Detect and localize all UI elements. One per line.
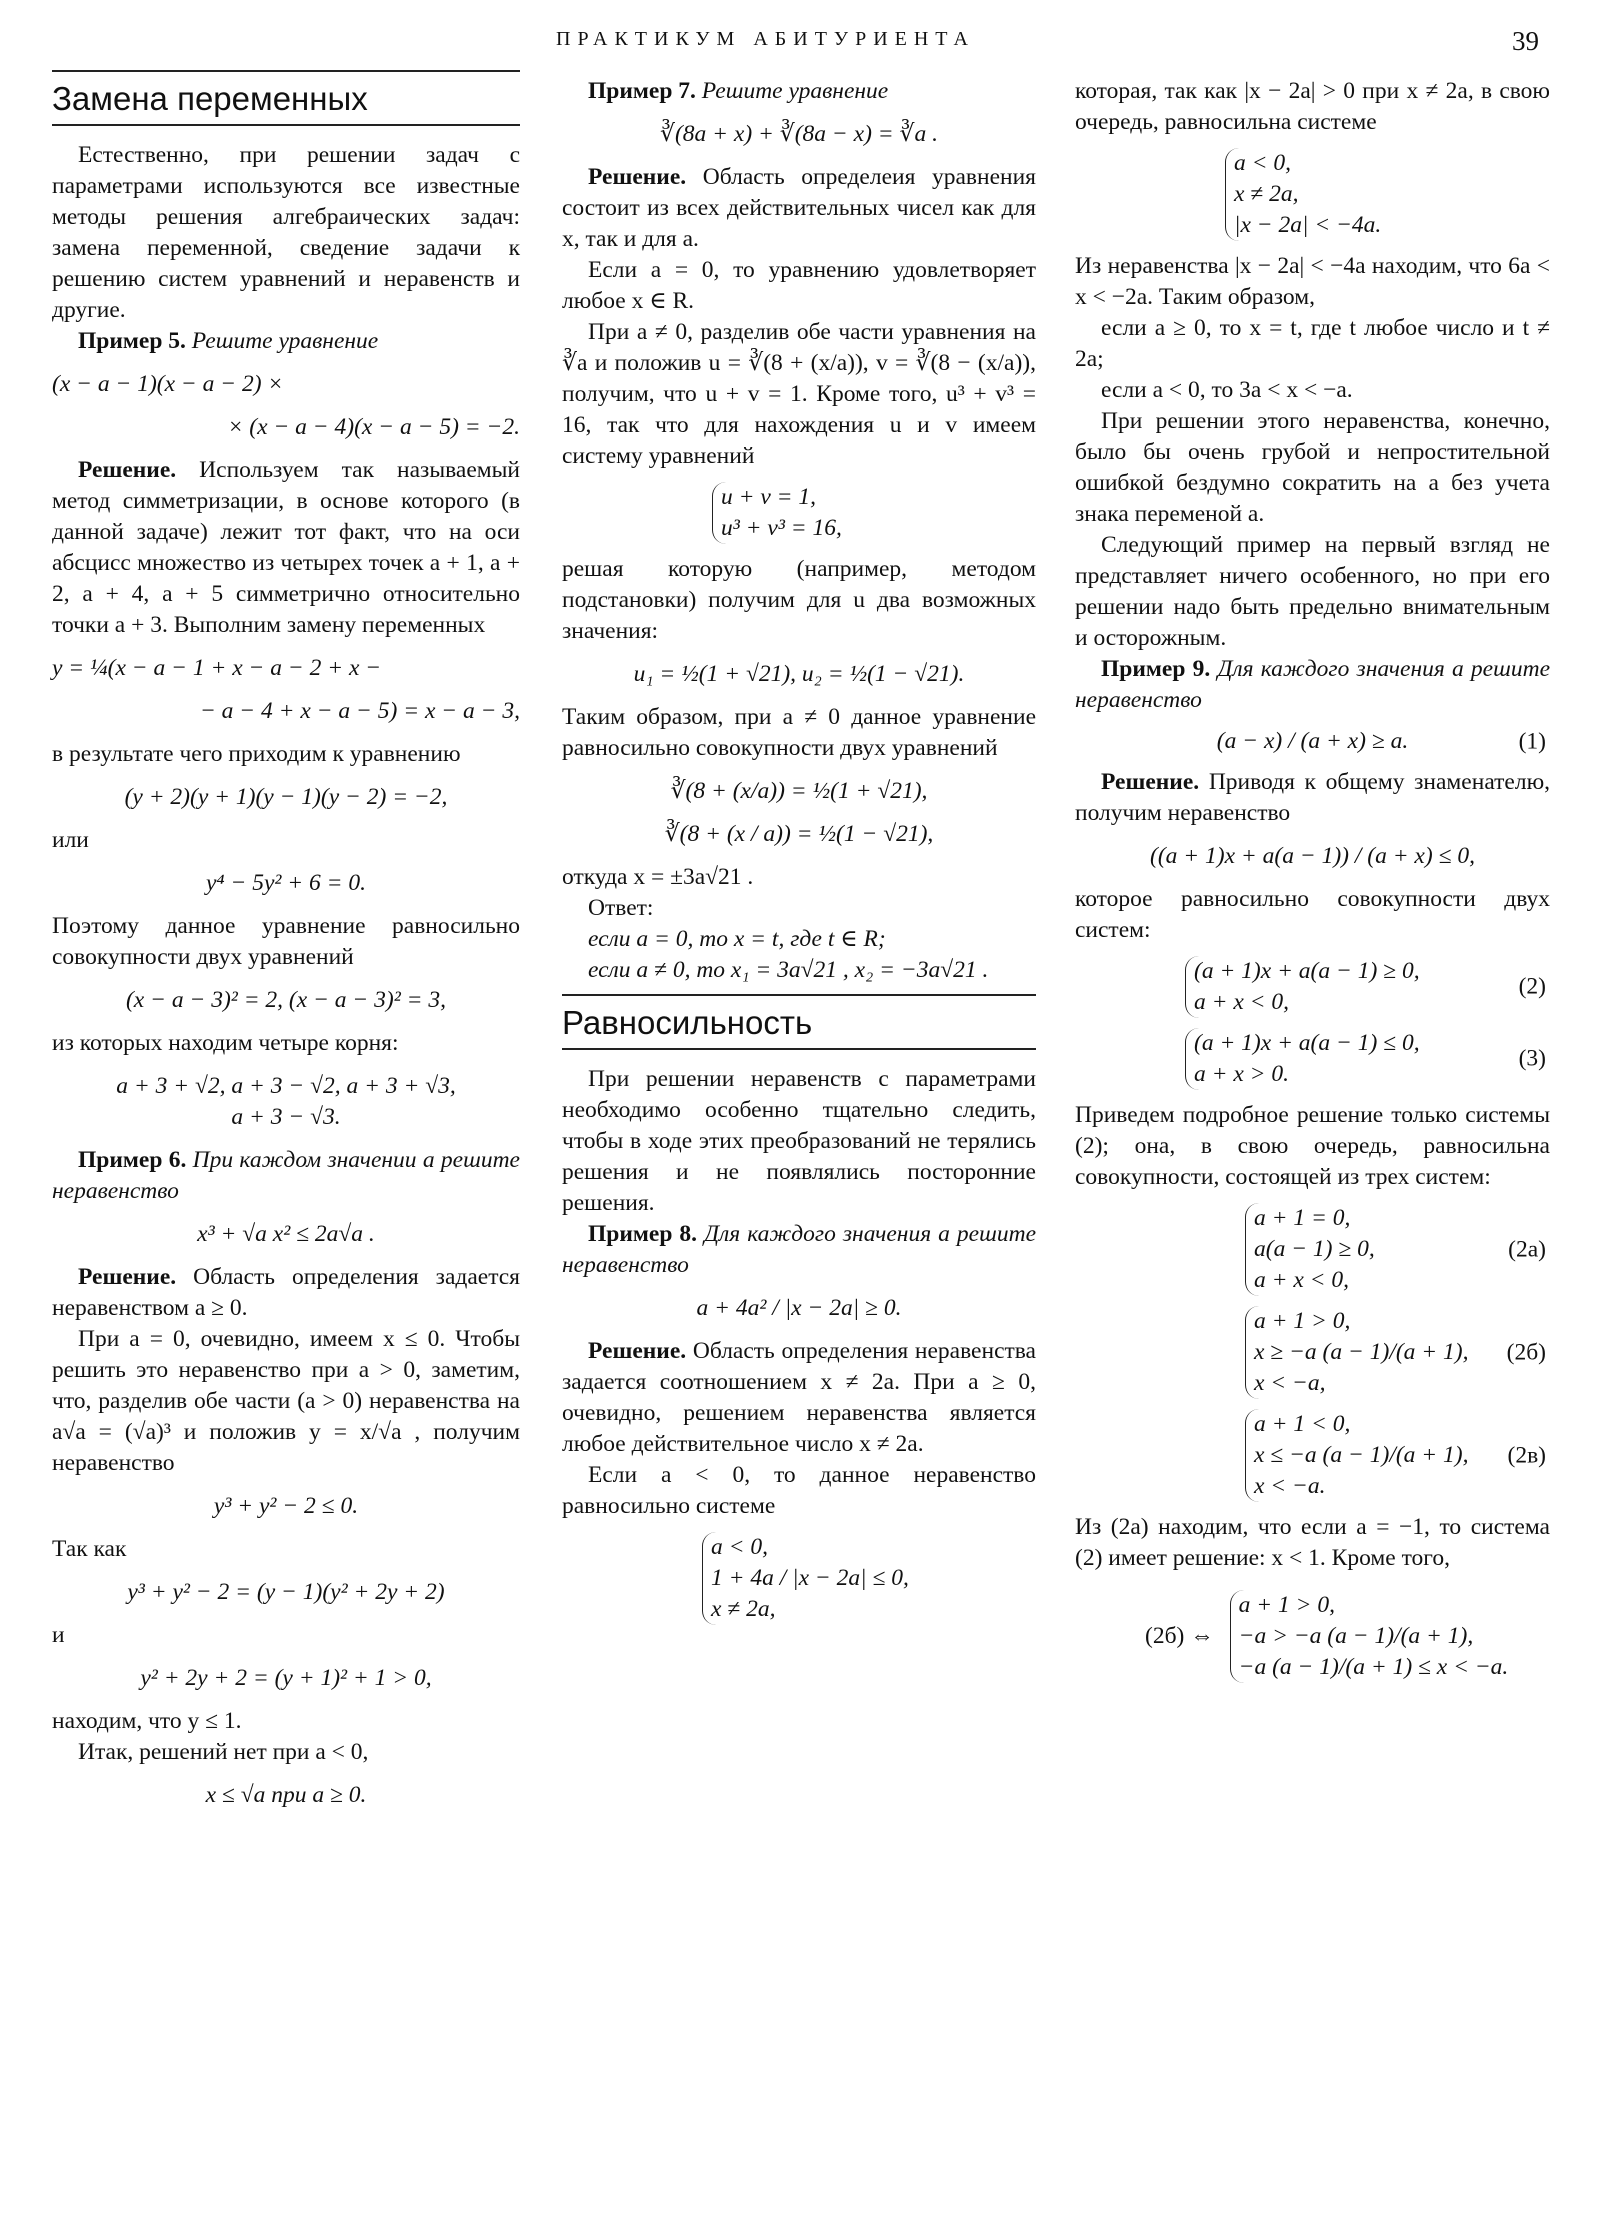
ex7-answer-1: если a = 0, то x = t, где t ∈ R; <box>588 926 886 952</box>
system-line: a + x < 0, <box>1194 989 1290 1015</box>
ex7-solution-text: Область определеия уравнения состоит из всех действительных чисел как для x, так и для a. <box>562 164 1036 252</box>
ex5-roots-line2: a + 3 − √3. <box>231 1104 341 1130</box>
example-8-heading <box>562 1219 1036 1281</box>
ex6-text-4: Итак, решений нет при a < 0, <box>78 1739 369 1765</box>
ex5-equation-5: (x − a − 3)² = 2, (x − a − 3)² = 3, <box>125 987 447 1013</box>
system-line: x < −a, <box>1254 1370 1326 1396</box>
example-8-task: Для каждого значения a решите неравенство <box>562 1221 1037 1278</box>
example-9-task: Для каждого значения a решите неравенство <box>1075 656 1550 713</box>
system-line: u³ + v³ = 16, <box>721 515 842 541</box>
ex8-text-4: Из неравенства |x − 2a| < −4a находим, что 6a < x < −2a. Таким образом, <box>1075 253 1550 310</box>
system-line: x ≠ 2a, <box>711 1596 776 1622</box>
system-line: 1 + 4a / |x − 2a| ≤ 0, <box>711 1565 909 1591</box>
ex6-text-2: При a = 0, очевидно, имеем x ≤ 0. Чтобы решить это неравенство при a > 0, заметим, что, разделив обе части (a > 0) неравенства на a√a = (√a)³ и положив y = x/√a , получим неравенство <box>52 1326 520 1476</box>
ex5-text-2: в результате чего приходим к уравнению <box>52 741 461 767</box>
ex7-equation-1: ∛(8a + x) + ∛(8a − x) = ∛a . <box>659 121 939 147</box>
ex5-equation-line1: (x − a − 1)(x − a − 2) × <box>52 371 284 397</box>
example-5-title: Пример 5. <box>78 328 186 354</box>
ex6-inequality-1: x³ + √a x² ≤ 2a√a . <box>197 1221 375 1247</box>
equation-number-1: (1) <box>1518 728 1546 754</box>
ex5-solution <box>52 455 520 641</box>
ex8-text-3: которая, так как |x − 2a| > 0 при x ≠ 2a, в свою очередь, равносильна системе <box>1075 78 1550 135</box>
intro-paragraph: Естественно, при решении задач с параметрами используются все известные методы решения алгебраических задач: замена переменной, сведение задачи к решению систем уравнений и неравенств и другие. <box>52 142 520 323</box>
system-2a-label: (2a) <box>1508 1236 1546 1262</box>
column-3 <box>1075 76 1550 2153</box>
ex9-solution <box>1075 767 1550 829</box>
ex8-text-2: Если a < 0, то данное неравенство равносильно системе <box>562 1462 1036 1519</box>
system-2-label: (2) <box>1518 973 1546 1000</box>
system-2a <box>1075 1203 1550 1296</box>
ex8-text-5: При решении этого неравенства, конечно, было бы очень грубой и непростительной ошибкой бездумно сократить на a без учета знака переменой a. <box>1075 408 1550 527</box>
ex8-system-2 <box>1075 148 1550 241</box>
ex7-text-5: Таким образом, при a ≠ 0 данное уравнение равносильно совокупности двух уравнений <box>562 704 1036 761</box>
ex7-system-brace <box>712 482 842 544</box>
section-2-intro: При решении неравенств с параметрами необходимо особенно тщательно следить, чтобы в ходе этих преобразований не терялись решения и не появлялись посторонние решения. <box>562 1066 1036 1216</box>
ex5-text-4: из которых находим четыре корня: <box>52 1030 399 1056</box>
solution-label: Решение. <box>1101 769 1200 795</box>
system-2v-label: (2в) <box>1507 1442 1546 1468</box>
example-7-heading <box>562 76 1036 107</box>
ex6-equation-3: y³ + y² − 2 = (y − 1)(y² + 2y + 2) <box>127 1579 445 1605</box>
system-3-brace <box>1185 1028 1420 1090</box>
solution-label: Решение. <box>78 457 177 483</box>
ex7-equation-2: u₁ = ½(1 + √21), u₂ = ½(1 − √21). <box>633 661 965 687</box>
system-line: −a (a − 1)/(a + 1) ≤ x < −a. <box>1238 1654 1509 1680</box>
system-line: u + v = 1, <box>721 484 817 510</box>
ex5-substitution-line2: − a − 4 + x − a − 5) = x − a − 3, <box>199 698 520 724</box>
ex7-system <box>562 482 1036 544</box>
ex6-solution-text: Область определения задается неравенством a ≥ 0. <box>52 1264 520 1321</box>
solution-label: Решение. <box>588 1338 687 1364</box>
system-line: a < 0, <box>711 1534 768 1560</box>
system-line: a + 1 < 0, <box>1254 1411 1351 1437</box>
system-line: −a > −a (a − 1)/(a + 1), <box>1238 1623 1474 1649</box>
example-5-heading <box>52 326 520 357</box>
solution-label: Решение. <box>588 164 687 190</box>
ex9-solution-text: Приводя к общему знаменателю, получим неравенство <box>1075 769 1550 826</box>
system-line: x ≥ −a (a − 1)/(a + 1), <box>1254 1339 1469 1365</box>
solution-label: Решение. <box>78 1264 177 1290</box>
section-title-equivalence: Равносильность <box>562 994 1036 1050</box>
ex5-substitution-line1: y = ¼(x − a − 1 + x − a − 2 + x − <box>52 655 382 681</box>
system-2v <box>1075 1409 1550 1502</box>
ex7-solution <box>562 162 1036 255</box>
ex6-solution <box>52 1262 520 1324</box>
ex9-inequality-2: ((a + 1)x + a(a − 1)) / (a + x) ≤ 0, <box>1150 843 1475 869</box>
equivalence-2b <box>1075 1590 1550 1683</box>
system-line: a + 1 = 0, <box>1254 1205 1351 1231</box>
system-3-label: (3) <box>1518 1045 1546 1072</box>
ex7-text-6: откуда x = ±3a√21 . <box>562 864 754 890</box>
ex5-solution-text: Используем так называемый метод симметризации, в основе которого (в данной задаче) лежит тот факт, что на оси абсцисс множество из четырех точек a + 1, a + 2, a + 4, a + 5 симметрично относительно точки a + 3. Выполним замену переменных <box>52 457 520 638</box>
ex6-answer: x ≤ √a при a ≥ 0. <box>205 1782 367 1808</box>
ex5-text-3: Поэтому данное уравнение равносильно совокупности двух уравнений <box>52 913 520 970</box>
system-line: a + 1 > 0, <box>1238 1592 1335 1618</box>
example-6-heading <box>52 1145 520 1207</box>
system-2v-brace <box>1245 1409 1468 1502</box>
ex8-system-2-brace <box>1225 148 1381 241</box>
section-title-substitution: Замена переменных <box>52 70 520 126</box>
system-line: x ≠ 2a, <box>1234 181 1299 207</box>
ex5-equation-line2: × (x − a − 4)(x − a − 5) = −2. <box>227 414 520 440</box>
ex5-equation-4: y⁴ − 5y² + 6 = 0. <box>205 870 367 896</box>
ex9-text-2: которое равносильно совокупности двух систем: <box>1075 886 1550 943</box>
ex6-equation-4: y² + 2y + 2 = (y + 1)² + 1 > 0, <box>140 1665 432 1691</box>
system-line: (a + 1)x + a(a − 1) ≥ 0, <box>1194 958 1420 984</box>
ex5-equation-3: (y + 2)(y + 1)(y − 1)(y − 2) = −2, <box>124 784 448 810</box>
ex9-inequality-1: (a − x) / (a + x) ≥ a. <box>1216 728 1409 754</box>
system-2b-label: (2б) <box>1506 1339 1546 1365</box>
ex8-system <box>562 1532 1036 1625</box>
system-3 <box>1075 1028 1550 1090</box>
ex8-answer-1: если a ≥ 0, то x = t, где t любое число и t ≠ 2a; <box>1075 315 1550 372</box>
ex5-roots-line1: a + 3 + √2, a + 3 − √2, a + 3 + √3, <box>116 1073 456 1099</box>
ex7-equation-4: ∛(8 + (x / a)) = ½(1 − √21), <box>664 821 934 847</box>
ex6-text-3: находим, что y ≤ 1. <box>52 1708 242 1734</box>
system-line: |x − 2a| < −4a. <box>1234 212 1382 238</box>
ex8-system-brace <box>702 1532 909 1625</box>
example-7-task: Решите уравнение <box>701 78 889 104</box>
running-title: ПРАКТИКУМ АБИТУРИЕНТА <box>556 28 975 50</box>
ex7-answer-2: если a ≠ 0, то x₁ = 3a√21 , x₂ = −3a√21 . <box>588 957 989 983</box>
system-2-brace <box>1185 956 1420 1018</box>
example-9-heading <box>1075 654 1550 716</box>
system-line: a + x < 0, <box>1254 1267 1350 1293</box>
ex7-equation-3: ∛(8 + (x/a)) = ½(1 + √21), <box>670 778 928 804</box>
ex9-inequality-1-row <box>1075 726 1550 757</box>
ex8-solution-text: Область определения неравенства задается соотношением x ≠ 2a. При a ≥ 0, очевидно, решением неравенства является любое действительное число x ≠ 2a. <box>562 1338 1036 1457</box>
ex8-text-6: Следующий пример на первый взгляд не представляет ничего особенного, но при его решении надо быть предельно внимательным и осторожным. <box>1075 532 1550 651</box>
equivalence-system-brace <box>1230 1590 1509 1683</box>
system-line: a + x > 0. <box>1194 1061 1290 1087</box>
example-5-task: Решите уравнение <box>191 328 379 354</box>
example-6-title: Пример 6. <box>78 1147 187 1173</box>
ex9-text-3: Приведем подробное решение только системы (2); она, в свою очередь, равносильна совокупности, состоящей из трех систем: <box>1075 1102 1550 1190</box>
ex6-and: и <box>52 1622 65 1648</box>
system-line: x < −a. <box>1254 1473 1326 1499</box>
example-9-title: Пример 9. <box>1101 656 1211 682</box>
ex8-inequality-1: a + 4a² / |x − 2a| ≥ 0. <box>696 1295 902 1321</box>
equivalence-lhs: (2б) ⇔ <box>1145 1623 1214 1649</box>
ex7-text-2: Если a = 0, то уравнению удовлетворяет любое x ∈ R. <box>562 257 1036 314</box>
column-1 <box>52 70 520 2153</box>
system-line: a + 1 > 0, <box>1254 1308 1351 1334</box>
ex9-text-4: Из (2a) находим, что если a = −1, то система (2) имеет решение: x < 1. Кроме того, <box>1075 1514 1550 1571</box>
system-2b-brace <box>1245 1306 1468 1399</box>
answer-label: Ответ: <box>588 895 654 921</box>
system-2 <box>1075 956 1550 1018</box>
example-7-title: Пример 7. <box>588 78 696 104</box>
system-2b <box>1075 1306 1550 1399</box>
system-line: a(a − 1) ≥ 0, <box>1254 1236 1375 1262</box>
ex8-solution <box>562 1336 1036 1460</box>
system-line: x ≤ −a (a − 1)/(a + 1), <box>1254 1442 1469 1468</box>
example-6-task: При каждом значении a решите неравенство <box>52 1147 520 1204</box>
system-line: a < 0, <box>1234 150 1291 176</box>
ex7-text-3: При a ≠ 0, разделив обе части уравнения на ∛a и положив u = ∛(8 + (x/a)), v = ∛(8 − (x/a)), получим, что u + v = 1. Кроме того, u³ + v³ = 16, так что для нахождения u и v имеем систему уравнений <box>562 319 1036 469</box>
page-number: 39 <box>1512 26 1539 56</box>
column-2 <box>562 76 1036 2153</box>
ex5-or: или <box>52 827 89 853</box>
ex8-answer-2: если a < 0, то 3a < x < −a. <box>1101 377 1353 403</box>
ex6-inequality-2: y³ + y² − 2 ≤ 0. <box>213 1493 359 1519</box>
example-8-title: Пример 8. <box>588 1221 698 1247</box>
system-line: (a + 1)x + a(a − 1) ≤ 0, <box>1194 1030 1420 1056</box>
system-2a-brace <box>1245 1203 1375 1296</box>
ex6-since: Так как <box>52 1536 127 1562</box>
ex7-text-4: решая которую (например, методом подстановки) получим для u два возможных значения: <box>562 556 1036 644</box>
